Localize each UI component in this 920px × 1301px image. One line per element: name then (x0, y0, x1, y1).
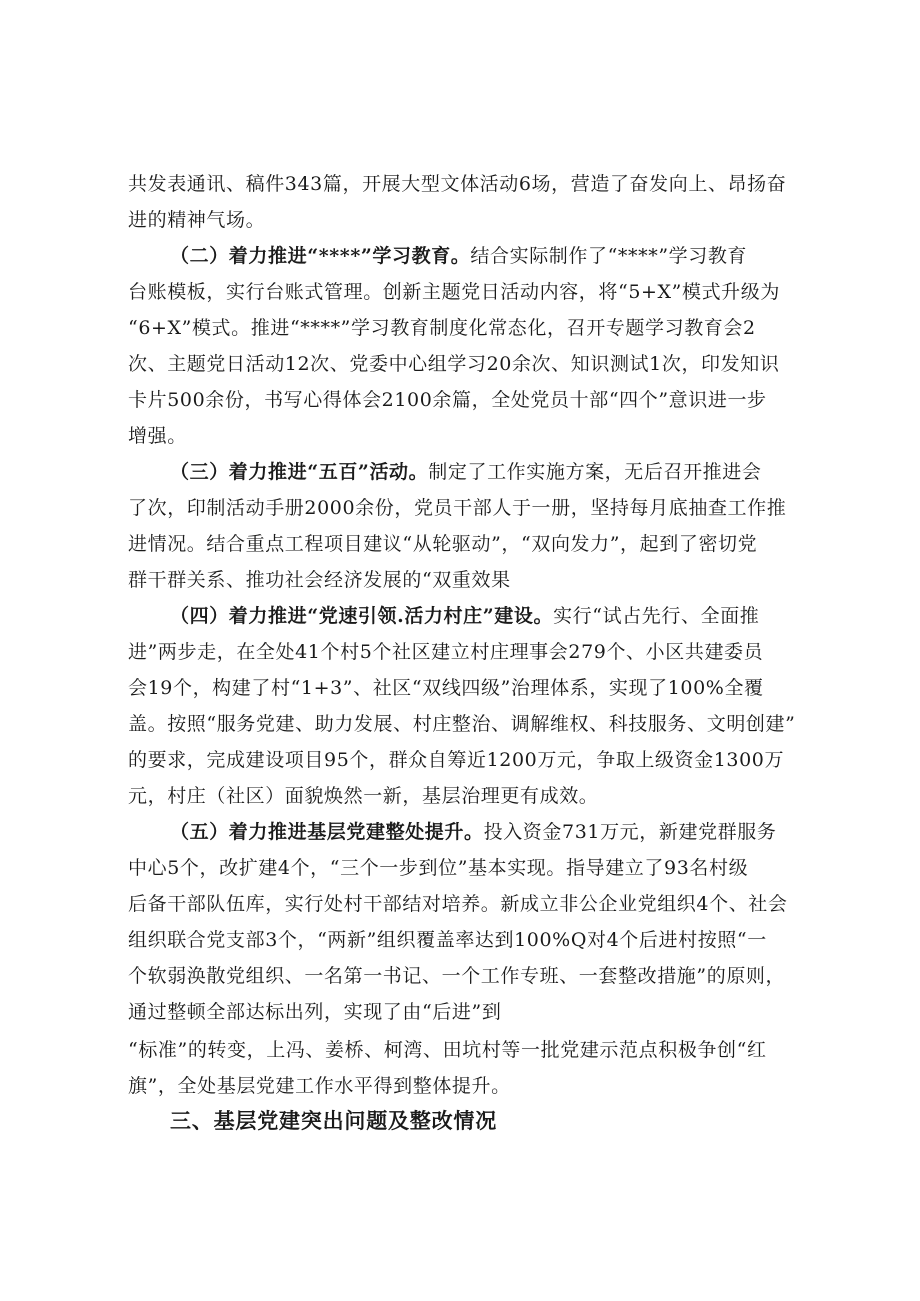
text-line: 通过整顿全部达标出列，实现了由“后进”到 (128, 1001, 502, 1023)
text-line: “6+X”模式。推进“****”学习教育制度化常态化，召开专题学习教育会2 (128, 317, 756, 339)
paragraph-heading: （三）着力推进“五百”活动。 (170, 461, 429, 483)
text-line: 共发表通讯、稿件343篇，开展大型文体活动6场，营造了奋发向上、昂扬奋 (128, 173, 787, 195)
paragraph-4-first-line (170, 604, 759, 628)
text-line: 进”两步走，在全处41个村5个社区建立村庄理事会279个、小区共建委员 (128, 641, 764, 663)
paragraph-heading: （二）着力推进“****”学习教育。 (170, 245, 471, 267)
text-line: 进情况。结合重点工程项目建议“从轮驱动”，“双向发力”，起到了密切党 (128, 533, 758, 555)
text-line: 盖。按照“服务党建、助力发展、村庄整治、调解维权、科技服务、文明创建” (128, 713, 796, 735)
text-line: 组织联合党支部3个，“两新”组织覆盖率达到100%Q对4个后进村按照“一 (128, 929, 767, 951)
text-line: 的要求，完成建设项目95个，群众自筹近1200万元，争取上级资金1300万 (128, 749, 785, 771)
paragraph-text: 投入资金731万元，新建党群服务 (483, 821, 777, 843)
text-line: 卡片500余份，书写心得体会2100余篇，全处党员十部“四个”意识进一步 (128, 389, 767, 411)
paragraph-heading: （四）着力推进“党速引领.活力村庄”建设。 (170, 605, 554, 627)
paragraph-heading: （五）着力推进基层党建整处提升。 (170, 821, 484, 843)
text-line: “标准”的转变，上冯、姜桥、柯湾、田坑村等一批党建示范点积极争创“红 (128, 1039, 767, 1061)
text-line: 台账模板，实行台账式管理。创新主题党日活动内容，将“5+X”模式升级为 (128, 281, 780, 303)
text-line: 会19个，构建了村“1+3”、社区“双线四级”治理体系，实现了100%全覆 (128, 677, 764, 699)
paragraph-text: 实行“试占先行、全面推 (553, 605, 760, 627)
paragraph-text: 结合实际制作了“****”学习教育 (470, 245, 748, 267)
text-line: 中心5个，改扩建4个，“三个一步到位”基本实现。指导建立了93名村级 (128, 857, 749, 879)
text-line: 元，村庄（社区）面貌焕然一新，基层治理更有成效。 (128, 785, 599, 807)
section-heading: 三、基层党建突出问题及整改情况 (170, 1108, 497, 1133)
text-line: 了次，印制活动手册2000余份，党员干部人于一册，坚持每月底抽查工作推 (128, 497, 787, 519)
text-line: 群干群关系、推功社会经济发展的“双重效果 (128, 569, 511, 591)
paragraph-2-first-line (170, 244, 747, 268)
text-line: 次、主题党日活动12次、党委中心组学习20余次、知识测试1次，印发知识 (128, 353, 780, 375)
text-line: 个软弱涣散党组织、一名第一书记、一个工作专班、一套整改措施”的原则， (128, 965, 786, 987)
text-line: 进的精神气场。 (128, 209, 266, 231)
paragraph-3-first-line (170, 460, 761, 484)
text-line: 旗”，全处基层党建工作水平得到整体提升。 (128, 1075, 511, 1097)
text-line: 增强。 (128, 425, 187, 447)
paragraph-5-first-line (170, 820, 776, 844)
text-line: 后备干部队伍库，实行处村干部结对培养。新成立非公企业党组织4个、社会 (128, 893, 788, 915)
paragraph-text: 制定了工作实施方案，无后召开推进会 (428, 461, 762, 483)
